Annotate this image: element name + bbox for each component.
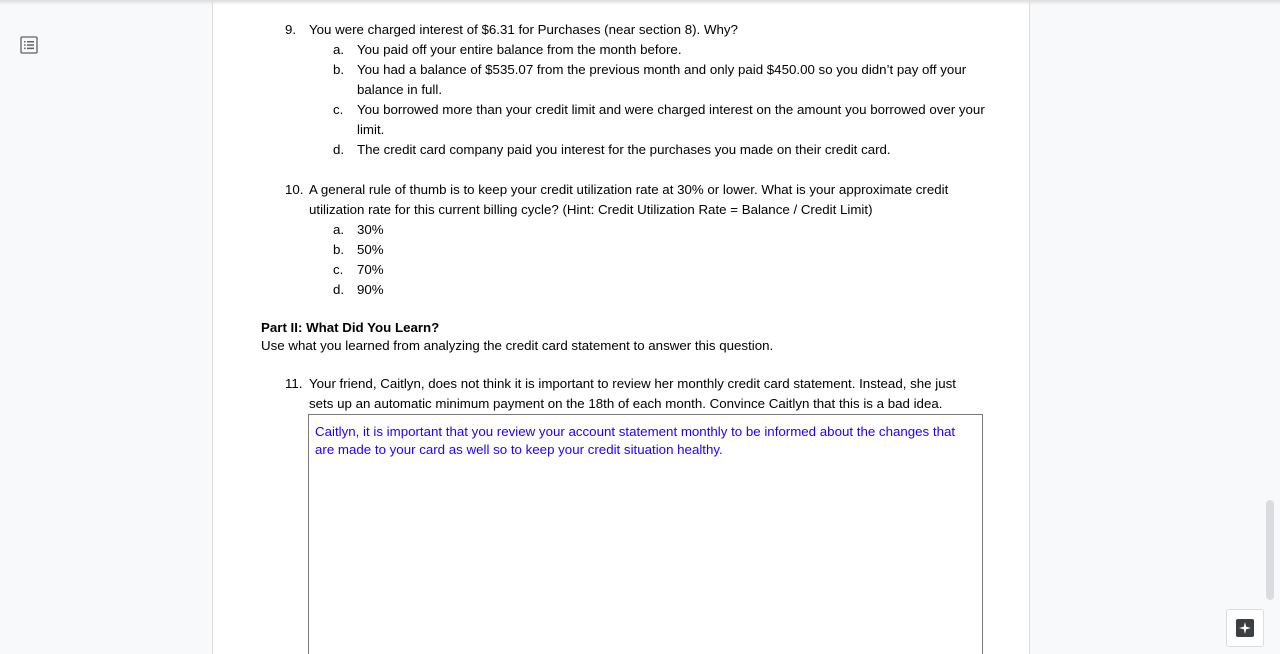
- option-text: You paid off your entire balance from the month before.: [357, 42, 682, 57]
- document-page[interactable]: [212, 0, 1030, 654]
- explore-button[interactable]: [1226, 609, 1264, 647]
- option-letter: a.: [333, 42, 345, 57]
- explore-sparkle-icon: [1236, 619, 1254, 637]
- option-letter: d.: [333, 142, 345, 157]
- option-text: 30%: [357, 222, 384, 237]
- option-text: 50%: [357, 242, 384, 257]
- option-text: 90%: [357, 282, 384, 297]
- part-heading: Part II: What Did You Learn?: [261, 320, 440, 335]
- option-text: 70%: [357, 262, 384, 277]
- document-outline-button[interactable]: [18, 35, 40, 55]
- part-intro: Use what you learned from analyzing the credit card statement to answer this question.: [261, 338, 774, 353]
- answer-text-box[interactable]: [308, 414, 983, 654]
- question-number: 11.: [285, 376, 303, 391]
- question-text: You were charged interest of $6.31 for Purchases (near section 8). Why?: [309, 22, 738, 37]
- option-letter: c.: [333, 262, 344, 277]
- question-text: Your friend, Caitlyn, does not think it is important to review her monthly credit card statement. Instead, she just sets up an automatic minimum payment on the 18th of each month. Convince Caitlyn that this is a bad idea.: [309, 376, 956, 411]
- question-text: A general rule of thumb is to keep your credit utilization rate at 30% or lower. What is your approximate credit utilization rate for this current billing cycle? (Hint: Credit Utilization Rate = Balance / Credit Limit): [309, 182, 949, 217]
- vertical-scrollbar[interactable]: [1266, 500, 1274, 600]
- option-letter: b.: [333, 62, 345, 77]
- question-number: 10.: [285, 182, 304, 197]
- option-text: You had a balance of $535.07 from the previous month and only paid $450.00 so you didn’t pay off your balance in full.: [357, 62, 967, 97]
- toolbar-shadow: [0, 0, 1280, 5]
- document-outline-icon: [20, 36, 38, 54]
- option-letter: d.: [333, 282, 345, 297]
- answer-text[interactable]: Caitlyn, it is important that you review your account statement monthly to be informed about the changes that are made to your card as well so to keep your credit situation healthy.: [315, 424, 956, 457]
- option-text: You borrowed more than your credit limit and were charged interest on the amount you borrowed over your limit.: [357, 102, 985, 137]
- option-letter: b.: [333, 242, 345, 257]
- option-letter: c.: [333, 102, 344, 117]
- option-letter: a.: [333, 222, 345, 237]
- option-text: The credit card company paid you interest for the purchases you made on their credit card.: [357, 142, 891, 157]
- question-number: 9.: [285, 22, 297, 37]
